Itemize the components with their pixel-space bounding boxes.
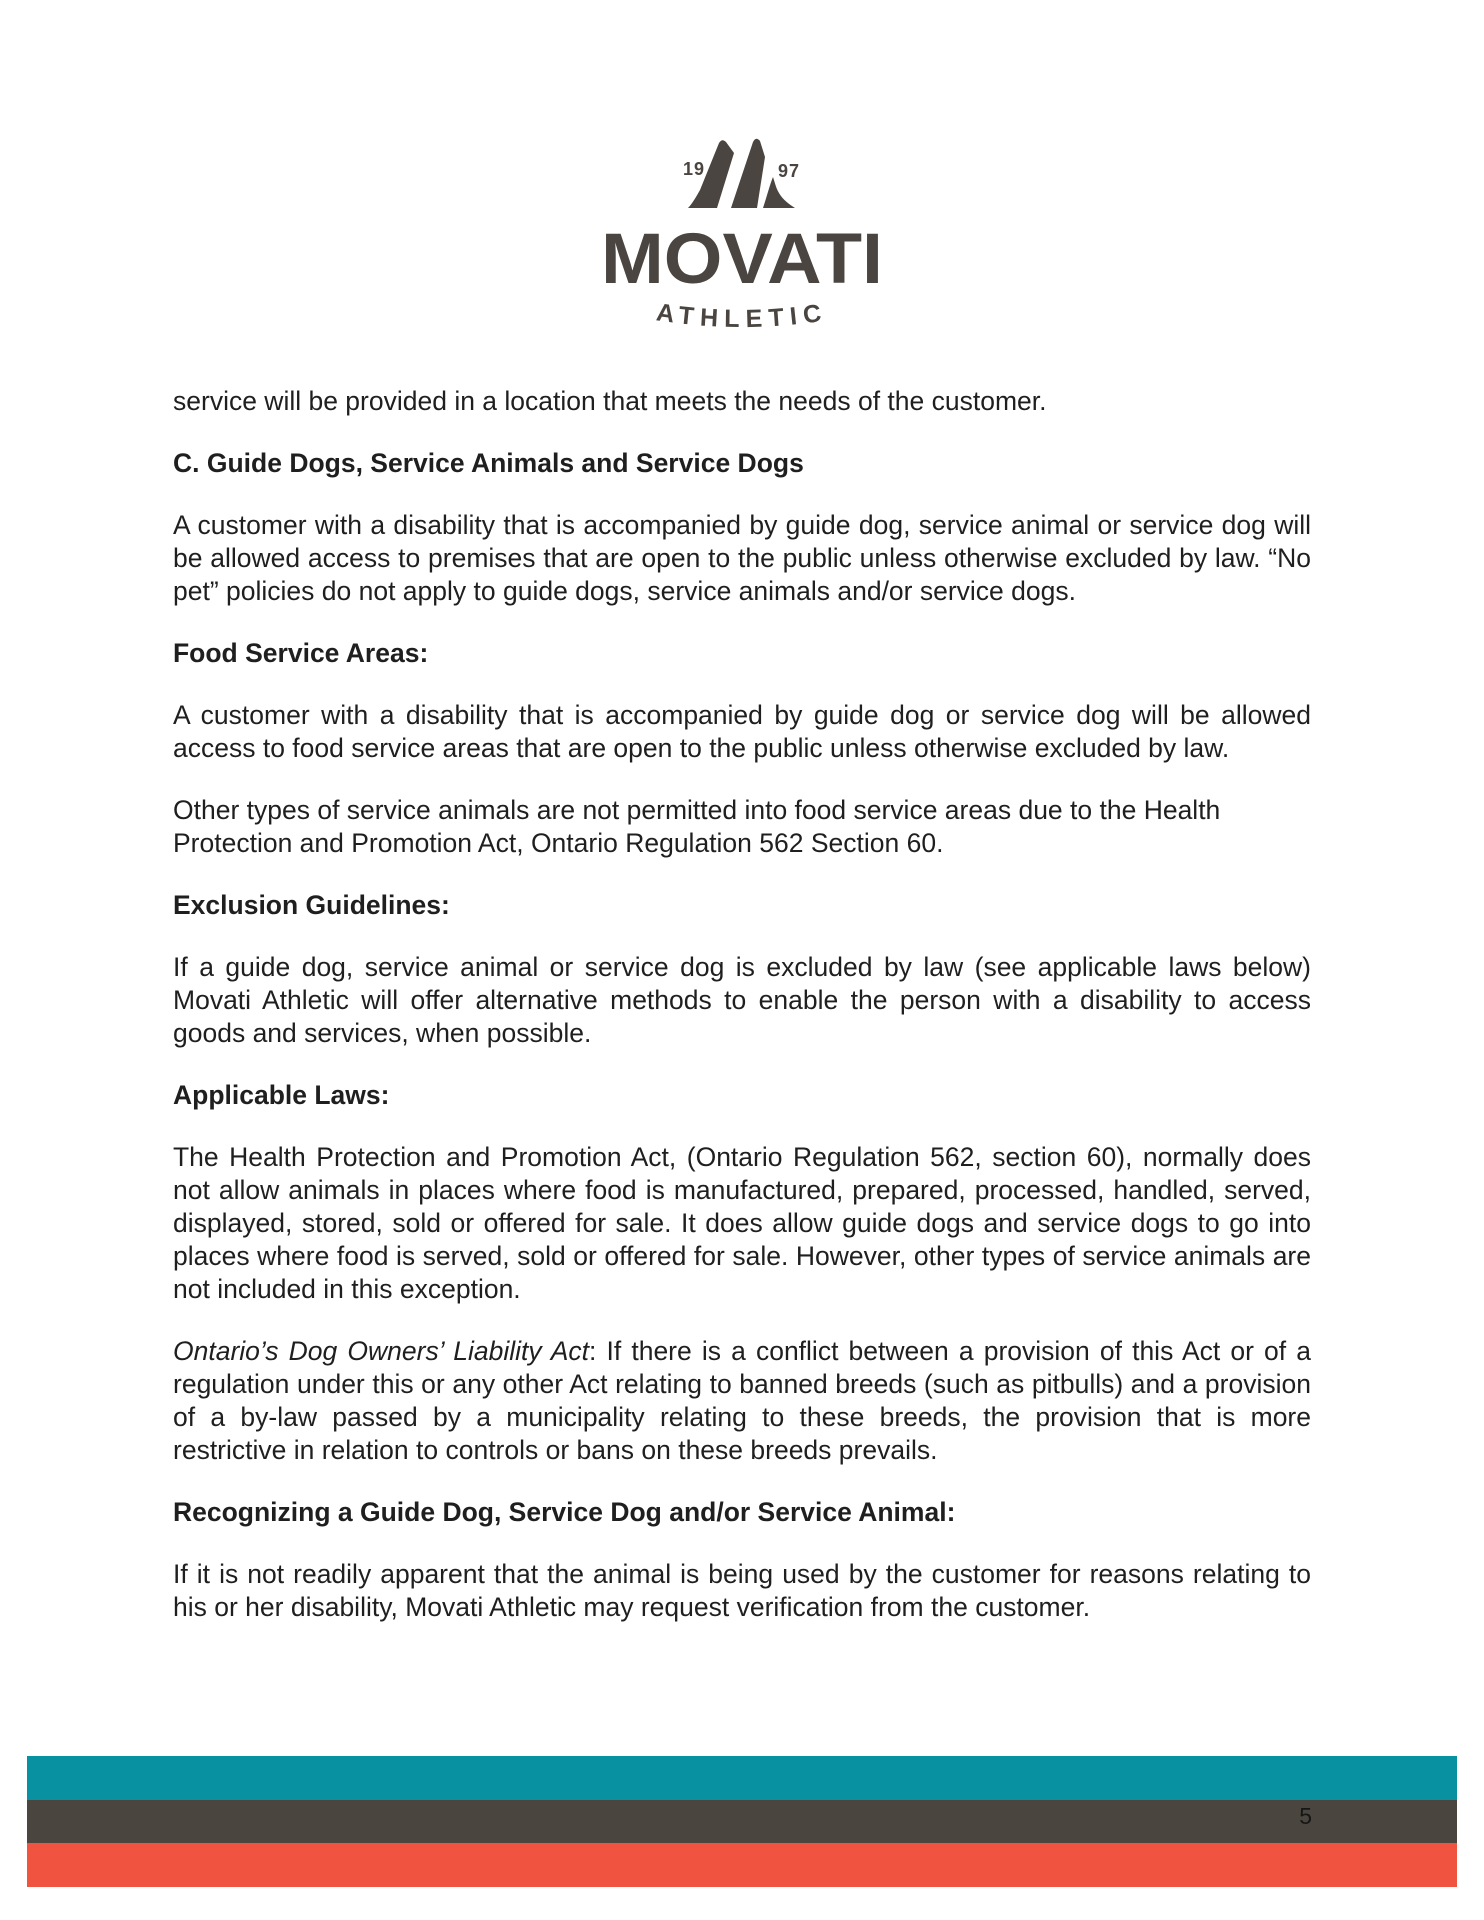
paragraph-liability-act: [173, 1335, 1311, 1467]
liability-act-text: : If there is a conflict between a provision of this Act or of a regulation under this or any other Act relating to banned breeds (such as pitbulls) and a provision of a by-law passed by a municipality relating to these breeds, the provision that is more restrictive in relation to controls or bans on these breeds prevails.: [173, 1336, 1311, 1465]
footer-bar-teal: [27, 1756, 1457, 1800]
paragraph-other-animals: Other types of service animals are not permitted into food service areas due to the Health Protection and Promotion Act, Ontario Regulation 562 Section 60.: [173, 795, 1221, 858]
heading-exclusion: Exclusion Guidelines:: [173, 890, 450, 920]
logo-year-right: 97: [778, 161, 801, 181]
heading-recognizing: Recognizing a Guide Dog, Service Dog and/or Service Animal:: [173, 1497, 956, 1527]
logo-year-left: 19: [682, 159, 705, 179]
liability-act-title: Ontario’s Dog Owners’ Liability Act: [173, 1336, 590, 1366]
paragraph-applicable-laws: The Health Protection and Promotion Act, (Ontario Regulation 562, section 60), normally does not allow animals in places where food is manufactured, prepared, processed, handled, served, displayed, stored, sold or offered for sale. It does allow guide dogs and service dogs to go into places where food is served, sold or offered for sale. However, other types of service animals are not included in this exception.: [173, 1142, 1311, 1304]
logo-subbrand-arc: ATHLETIC: [654, 298, 830, 330]
paragraph-food-service: A customer with a disability that is accompanied by guide dog or service dog will be allowed access to food service areas that are open to the public unless otherwise excluded by law.: [173, 700, 1311, 763]
movati-athletic-logo: [592, 130, 892, 330]
logo-wordmark: MOVATI: [601, 220, 883, 299]
paragraph-recognizing: If it is not readily apparent that the animal is being used by the customer for reasons relating to his or her disability, Movati Athletic may request verification from the customer.: [173, 1559, 1311, 1622]
paragraph-guide-dogs: A customer with a disability that is accompanied by guide dog, service animal or service dog will be allowed access to premises that are open to the public unless otherwise excluded by law. “No pet” policies do not apply to guide dogs, service animals and/or service dogs.: [173, 510, 1311, 606]
heading-applicable-laws: Applicable Laws:: [173, 1080, 390, 1110]
page-number: 5: [1299, 1803, 1312, 1829]
document-body: [173, 385, 1311, 1653]
footer-bar-dark: [27, 1800, 1457, 1843]
paragraph-exclusion: If a guide dog, service animal or service dog is excluded by law (see applicable laws below) Movati Athletic will offer alternative methods to enable the person with a disability to access goods and services, when possible.: [173, 952, 1311, 1048]
paragraph-intro: service will be provided in a location that meets the needs of the customer.: [173, 386, 1047, 416]
svg-text:ATHLETIC: [655, 298, 830, 330]
footer-bar-red: [27, 1843, 1457, 1887]
heading-guide-dogs: C. Guide Dogs, Service Animals and Service Dogs: [173, 448, 804, 478]
heading-food-service: Food Service Areas:: [173, 638, 429, 668]
